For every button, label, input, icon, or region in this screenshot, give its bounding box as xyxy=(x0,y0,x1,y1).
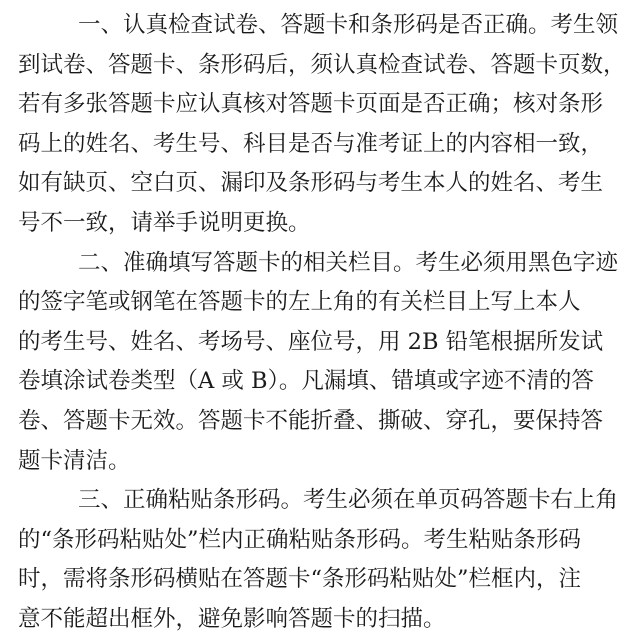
paragraph-2-line-4: 卷填涂试卷类型（A 或 B）。凡漏填、错填或字迹不清的答 xyxy=(18,368,594,395)
paragraph-2-line-1: 二、准确填写答题卡的相关栏目。考生必须用黑色字迹 xyxy=(78,249,619,276)
paragraph-3-line-3: 时，需将条形码横贴在答题卡“条形码粘贴处”栏框内，注 xyxy=(18,566,582,593)
paragraph-1-line-3: 若有多张答题卡应认真核对答题卡页面是否正确；核对条形 xyxy=(18,91,604,118)
paragraph-1-line-2: 到试卷、答题卡、条形码后，须认真检查试卷、答题卡页数， xyxy=(18,51,626,78)
paragraph-2-line-3: 的考生号、姓名、考场号、座位号，用 2B 铅笔根据所发试 xyxy=(18,328,604,355)
paragraph-1-line-6: 号不一致，请举手说明更换。 xyxy=(18,210,311,236)
paragraph-3-line-1: 三、正确粘贴条形码。考生必须在单页码答题卡右上角 xyxy=(78,487,619,514)
paragraph-2-line-6: 题卡清洁。 xyxy=(18,447,131,474)
paragraph-1-line-5: 如有缺页、空白页、漏印及条形码与考生本人的姓名、考生 xyxy=(18,170,604,197)
paragraph-2-line-5: 卷、答题卡无效。答题卡不能折叠、撕破、穿孔，要保持答 xyxy=(18,408,604,434)
paragraph-3-line-2: 的“条形码粘贴处”栏内正确粘贴条形码。考生粘贴条形码 xyxy=(18,526,582,553)
paragraph-1-line-1: 一、认真检查试卷、答题卡和条形码是否正确。考生领 xyxy=(78,12,619,38)
paragraph-2-line-2: 的签字笔或钢笔在答题卡的左上角的有关栏目上写上本人 xyxy=(18,289,581,316)
paragraph-1-line-4: 码上的姓名、考生号、科目是否与准考证上的内容相一致， xyxy=(18,130,604,157)
paragraph-3-line-4: 意不能超出框外，避免影响答题卡的扫描。 xyxy=(18,606,446,632)
